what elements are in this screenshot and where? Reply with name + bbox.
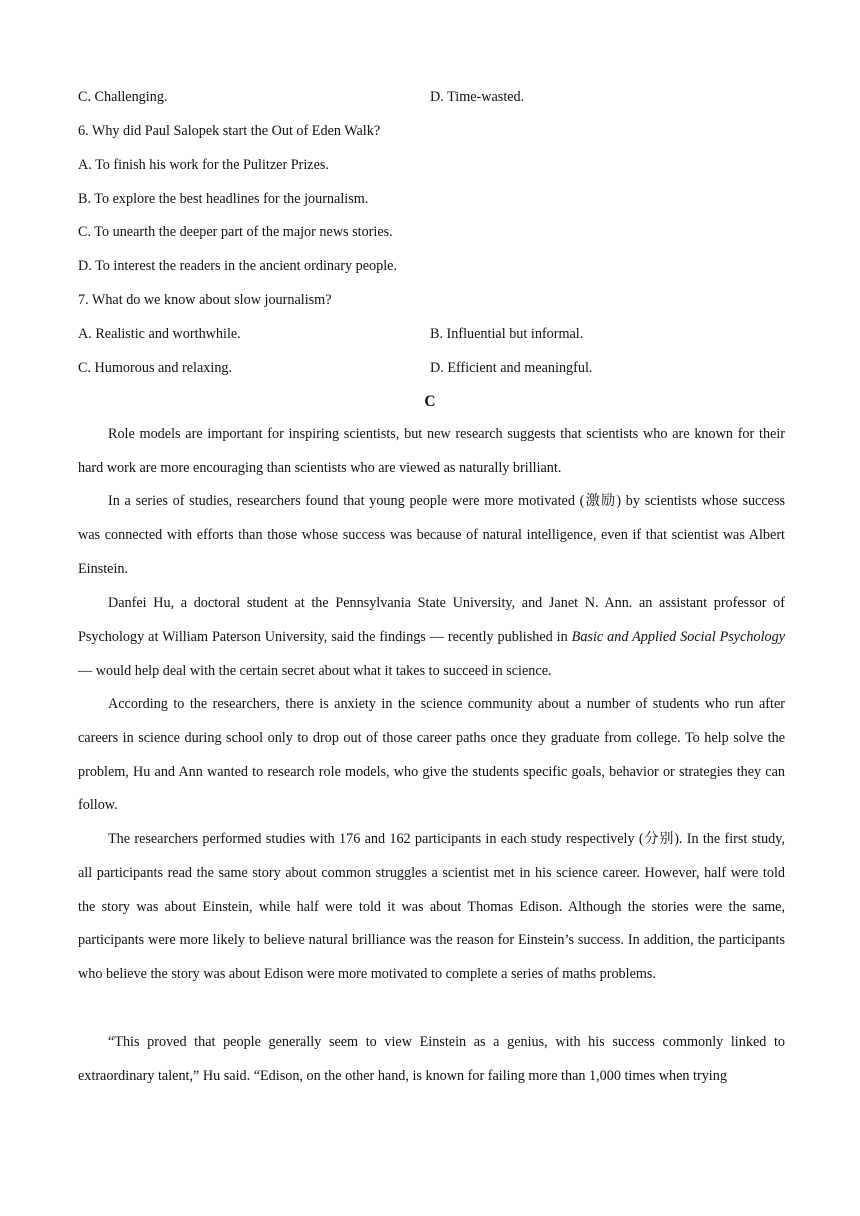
q6-option-b: B. To explore the best headlines for the journalism. [78,191,369,207]
q6-option-c: C. To unearth the deeper part of the major news stories. [78,224,393,240]
q7-option-b: B. Influential but informal. [430,326,584,342]
q6-option-a: A. To finish his work for the Pulitzer Prizes. [78,157,329,173]
journal-title: Basic and Applied Social Psychology [571,628,785,645]
paragraph-3-text-end: — would help deal with the certain secret about what it takes to succeed in science. [78,662,552,679]
q6-option-d: D. To interest the readers in the ancient ordinary people. [78,258,398,274]
q7-option-c: C. Humorous and relaxing. [78,360,233,376]
q5-option-c: C. Challenging. [78,89,168,105]
paragraph-2: In a series of studies, researchers found that young people were more motivated (激励) by scientists whose success was connected with efforts than those whose success was because of natural intelligence, even if that scientist was Albert Einstein. [78,493,785,577]
q5-option-d: D. Time-wasted. [430,89,525,105]
paragraph-4: According to the researchers, there is anxiety in the science community about a number of students who run after careers in science during school only to drop out of those career paths once they graduate from college. To help solve the problem, Hu and Ann wanted to research role models, who give the students specific goals, behavior or strategies they can follow. [78,696,785,814]
paragraph-5: The researchers performed studies with 176 and 162 participants in each study respectively (分别). In the first study, all participants read the same story about common struggles a scientist met in his science career. However, half were told the story was about Einstein, while half were told it was about Thomas Edison. Although the stories were the same, participants were more likely to believe natural brilliance was the reason for Einstein’s success. In addition, the participants who believe the story was about Edison were more motivated to complete a series of maths problems. [78,831,785,983]
paragraph-1: Role models are important for inspiring scientists, but new research suggests that scientists who are known for their hard work are more encouraging than scientists who are viewed as naturally brilliant. [78,426,785,476]
q7-option-a: A. Realistic and worthwhile. [78,326,241,342]
paragraph-3 [78,587,785,688]
q6-stem: 6. Why did Paul Salopek start the Out of Eden Walk? [78,123,381,139]
q7-stem: 7. What do we know about slow journalism? [78,292,332,308]
paragraph-3-text-start: Danfei Hu, a doctoral student at the Pennsylvania State University, and Janet N. Ann. an assistant professor of Psychology at William Paterson University, said the findings — recently published in [78,595,785,645]
section-title: C [424,393,436,410]
paragraph-6: “This proved that people generally seem to view Einstein as a genius, with his success commonly linked to extraordinary talent,” Hu said. “Edison, on the other hand, is known for failing more than 1,000 times when trying [78,1034,785,1084]
q7-option-d: D. Efficient and meaningful. [430,360,593,376]
